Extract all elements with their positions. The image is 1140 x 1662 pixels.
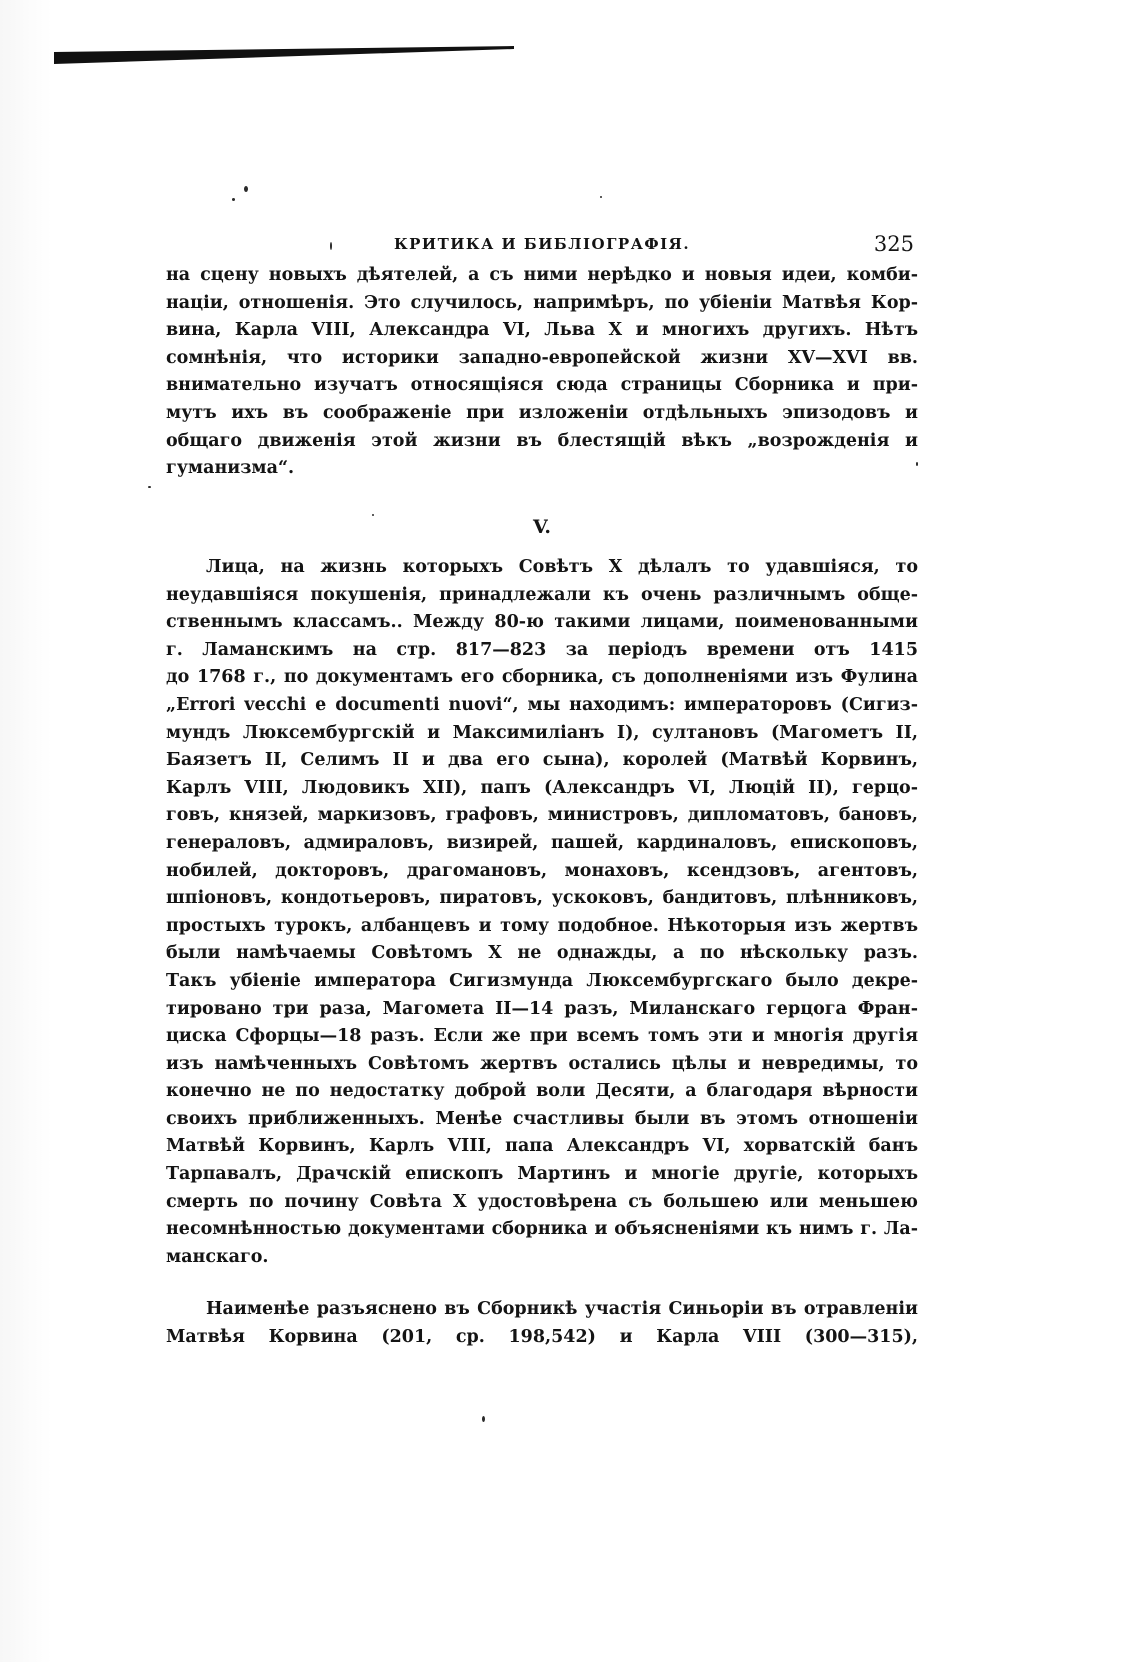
- text-line: внимательно изучатъ относящіяся сюда страницы Сборника и при-: [166, 375, 918, 396]
- text-line: на сцену новыхъ дѣятелей, а съ ними нерѣдко и новыя идеи, комби-: [166, 265, 918, 285]
- text-line: Карлъ VIII, Людовикъ XII), папъ (Александръ VI, Люцій II), герцо-: [166, 777, 918, 798]
- text-line: конечно не по недостатку доброй воли Десяти, а благодаря вѣрности: [166, 1081, 918, 1102]
- text-line: простыхъ турокъ, албанцевъ и тому подобное. Нѣкоторыя изъ жертвъ: [166, 915, 918, 936]
- text-line: г. Ламанскимъ на стр. 817—823 за періодъ времени отъ 1415: [166, 639, 918, 660]
- text-line: своихъ приближенныхъ. Менѣе счастливы были въ этомъ отношеніи: [166, 1108, 918, 1129]
- text-line: Баязетъ II, Селимъ II и два его сына), королей (Матвѣй Корвинъ,: [166, 750, 918, 771]
- text-line: шпіоновъ, кондотьеровъ, пиратовъ, ускоковъ, бандитовъ, плѣнниковъ,: [166, 888, 918, 909]
- text-line: циска Сфорцы—18 разъ. Если же при всемъ томъ эти и многія другія: [166, 1026, 918, 1047]
- text-line: общаго движенія этой жизни въ блестящій вѣкъ „возрожденія и: [166, 430, 918, 451]
- text-line: тировано три раза, Магомета II—14 разъ, Миланскаго герцога Фран-: [166, 998, 918, 1019]
- text-line: Тарпавалъ, Драчскій епископъ Мартинъ и многіе другіе, которыхъ: [166, 1164, 918, 1185]
- paragraph: [166, 554, 918, 1271]
- text-line: генераловъ, адмираловъ, визирей, пашей, кардиналовъ, епископовъ,: [166, 832, 918, 853]
- text-line: до 1768 г., по документамъ его сборника, съ дополненіями изъ Фулина: [166, 667, 918, 688]
- scan-speck: [232, 198, 235, 201]
- text-line: „Errori vecchi e documenti nuovi“, мы находимъ: императоровъ (Сигиз-: [166, 694, 918, 715]
- scan-speck: [148, 486, 151, 488]
- text-line: Такъ убіеніе императора Сигизмунда Люксембургскаго было декре-: [166, 970, 918, 991]
- text-line: мутъ ихъ въ соображеніе при изложеніи отдѣльныхъ эпизодовъ и: [166, 402, 918, 423]
- text-line: вина, Карла VIII, Александра VI, Льва X и многихъ другихъ. Нѣтъ: [166, 320, 918, 341]
- running-head: [166, 232, 918, 260]
- text-line: мундъ Люксембургскій и Максимиліанъ I), султановъ (Магометъ II,: [166, 722, 918, 743]
- text-line: смерть по почину Совѣта X удостовѣрена съ большею или меньшею: [166, 1191, 918, 1212]
- text-line: ственнымъ классамъ.. Между 80-ю такими лицами, поименованными: [166, 612, 918, 633]
- text-line: націи, отношенія. Это случилось, напримѣръ, по убіеніи Матвѣя Кор-: [166, 292, 918, 313]
- text-line: неудавшіяся покушенія, принадлежали къ очень различнымъ обще-: [166, 584, 918, 605]
- running-title: КРИТИКА И БИБЛІОГРАФІЯ.: [394, 235, 691, 253]
- text-line: сомнѣнія, что историки западно-европейской жизни XV—XVI вв.: [166, 347, 918, 368]
- page-gutter-shadow: [0, 0, 52, 1662]
- scan-speck: [244, 186, 248, 192]
- text-line: Матвѣя Корвина (201, ср. 198,542) и Карла VIII (300—315),: [166, 1326, 918, 1347]
- text-line: несомнѣнностью документами сборника и объясненіями къ нимъ г. Ла-: [166, 1219, 918, 1240]
- text-line: говъ, князей, маркизовъ, графовъ, министровъ, дипломатовъ, бановъ,: [166, 805, 918, 826]
- scan-speck: [600, 196, 602, 198]
- text-line: манскаго.: [166, 1246, 269, 1267]
- scan-speck: [482, 1416, 485, 1422]
- page-number: 325: [873, 232, 914, 256]
- text-line: были намѣчаемы Совѣтомъ X не однажды, а по нѣскольку разъ.: [166, 943, 918, 964]
- text-line: Наименѣе разъяснено въ Сборникѣ участія Синьоріи въ отравленіи: [206, 1299, 918, 1319]
- text-line: Лица, на жизнь которыхъ Совѣтъ X дѣлалъ то удавшіяся, то: [206, 557, 918, 577]
- text-line: Матвѣй Корвинъ, Карлъ VIII, папа Александръ VI, хорватскій банъ: [166, 1136, 918, 1157]
- text-line: нобилей, докторовъ, драгомановъ, монаховъ, ксендзовъ, агентовъ,: [166, 860, 918, 881]
- scan-artifact-bar: [54, 46, 514, 68]
- paragraph-continued: [166, 262, 918, 483]
- section-heading: V.: [532, 516, 552, 538]
- paragraph: [166, 1296, 918, 1351]
- text-line: гуманизма“.: [166, 458, 295, 479]
- text-line: изъ намѣченныхъ Совѣтомъ жертвъ остались цѣлы и невредимы, то: [166, 1053, 918, 1074]
